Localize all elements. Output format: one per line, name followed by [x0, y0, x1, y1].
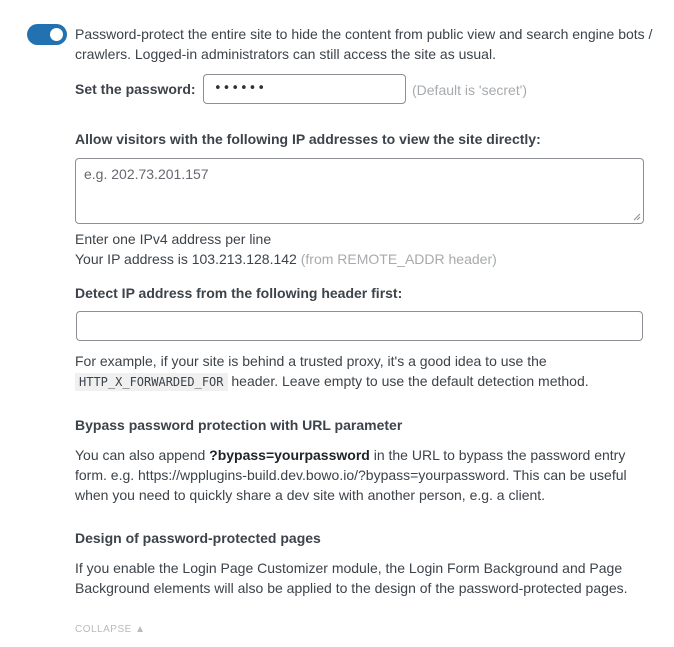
ip-per-line-help: Enter one IPv4 address per line [75, 231, 272, 247]
intro-description: Password-protect the entire site to hide the content from public view and search engine bots / crawlers. Logged-in administrators can still access the site as usual. [75, 26, 653, 62]
ip-allowlist-heading: Allow visitors with the following IP addresses to view the site directly: [75, 131, 541, 147]
bypass-suffix: in the URL to bypass the password entry form. e.g. https://wpplugins-build.dev.bowo.io/?bypass=yourpassword. This can be useful when you need to quickly share a dev site with another person, e.g. a client. [75, 447, 627, 503]
toggle-knob [50, 28, 63, 41]
ip-allowlist-textarea[interactable] [75, 158, 644, 224]
password-protect-toggle[interactable] [27, 24, 67, 45]
header-detect-input[interactable] [76, 311, 643, 341]
resize-handle-icon[interactable] [633, 213, 641, 221]
bypass-prefix: You can also append [75, 447, 206, 463]
password-label: Set the password: [75, 81, 196, 97]
bypass-heading: Bypass password protection with URL parameter [75, 417, 403, 433]
your-ip-text: Your IP address is 103.213.128.142 [75, 251, 297, 267]
collapse-link[interactable]: COLLAPSE ▲ [75, 624, 146, 635]
design-description: If you enable the Login Page Customizer module, the Login Form Background and Page Background elements will also be applied to the design of the password-protected pages. [75, 560, 628, 596]
your-ip-line [75, 249, 497, 269]
header-detect-heading: Detect IP address from the following header first: [75, 285, 403, 301]
ip-source-note: (from REMOTE_ADDR header) [300, 251, 497, 267]
header-help-prefix: For example, if your site is behind a trusted proxy, it's a good idea to use the [75, 353, 547, 369]
header-help-suffix: header. Leave empty to use the default detection method. [231, 373, 589, 389]
header-detect-help [75, 351, 650, 392]
header-help-code: HTTP_X_FORWARDED_FOR [75, 373, 228, 391]
bypass-description [75, 445, 650, 505]
password-input[interactable]: •••••• [203, 74, 406, 104]
bypass-param: ?bypass=yourpassword [209, 447, 370, 463]
password-default-hint: (Default is 'secret') [412, 82, 528, 98]
design-heading: Design of password-protected pages [75, 530, 321, 546]
ip-allowlist-placeholder: e.g. 202.73.201.157 [84, 166, 209, 182]
